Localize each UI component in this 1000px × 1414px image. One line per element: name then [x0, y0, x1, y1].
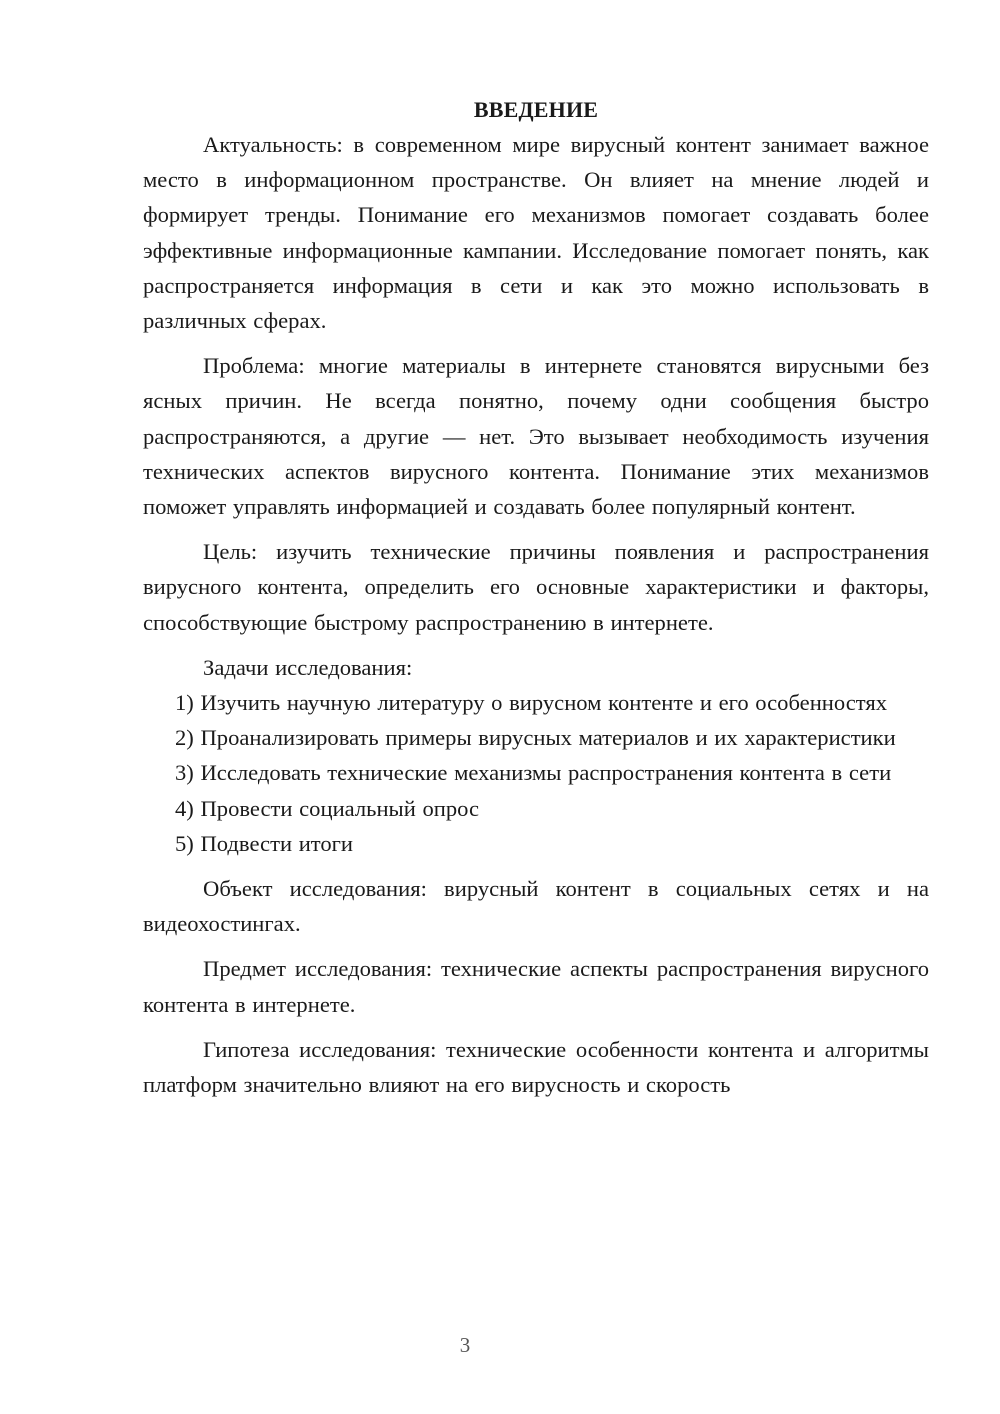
tasks-heading: Задачи исследования: [203, 654, 413, 680]
task-item-4: 4) Провести социальный опрос [175, 795, 480, 821]
task-item-1: 1) Изучить научную литературу о вирусном контенте и его особенностях [175, 690, 888, 716]
paragraph-problem: Проблема: многие материалы в интернете становятся вирусными без ясных причин. Не всегда понятно, почему одни сообщения быстро распространяются, а другие — нет. Это вызывает необходимость изучения технических аспектов вирусного контента. Понимание этих механизмов поможет управлять информацией и создавать более популярный контент. [143, 353, 929, 520]
document-page [143, 92, 929, 1102]
section-title: ВВЕДЕНИЕ [473, 97, 599, 122]
task-item-2: 2) Проанализировать примеры вирусных материалов и их характеристики [175, 725, 896, 751]
paragraph-object: Объект исследования: вирусный контент в социальных сетях и на видеохостингах. [143, 876, 929, 937]
task-item-5: 5) Подвести итоги [175, 830, 354, 856]
paragraph-hypothesis: Гипотеза исследования: технические особенности контента и алгоритмы платформ значительно влияют на его вирусность и скорость [143, 1036, 929, 1098]
task-item-3: 3) Исследовать технические механизмы распространения контента в сети [175, 760, 892, 786]
paragraph-subject: Предмет исследования: технические аспекты распространения вирусного контента в интернете. [143, 956, 929, 1017]
paragraph-relevance: Актуальность: в современном мире вирусный контент занимает важное место в информационном пространстве. Он влияет на мнение людей и формирует тренды. Понимание его механизмов помогает создавать более эффективные информационные кампании. Исследование помогает понять, как распространяется информация в сети и как это можно использовать в различных сферах. [143, 132, 929, 334]
page-number: 3 [459, 1333, 471, 1357]
paragraph-goal: Цель: изучить технические причины появления и распространения вирусного контента, определить его основные характеристики и факторы, способствующие быстрому распространению в интернете. [143, 539, 929, 635]
